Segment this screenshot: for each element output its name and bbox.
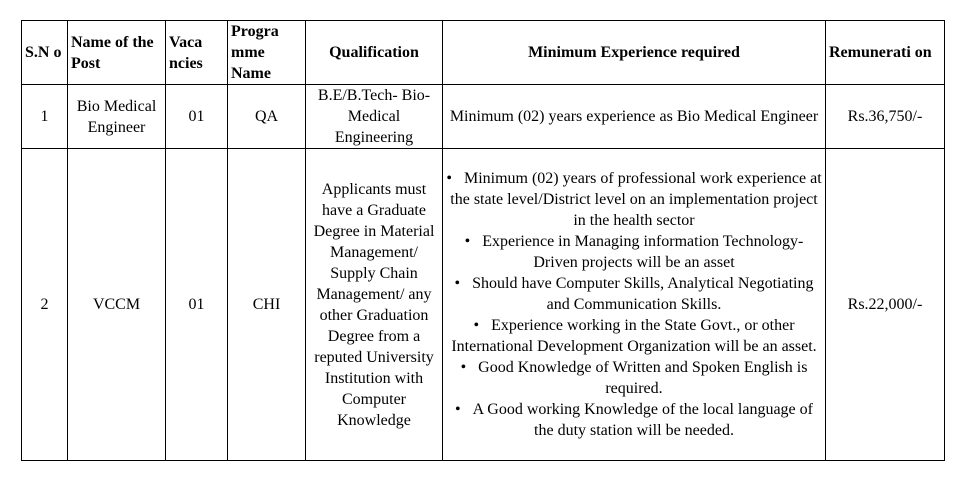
bullet-icon: • [464, 233, 471, 250]
experience-item: • Minimum (02) years of professional work experience at the state level/District level on an implementation project in the health sector [446, 170, 822, 229]
cell-post-name: VCCM [68, 149, 166, 461]
vacancy-table [21, 20, 945, 461]
cell-vacancies: 01 [166, 149, 228, 461]
experience-item: • Experience working in the State Govt., or other International Development Organization will be an asset. [451, 317, 817, 355]
header-post-name: Name of the Post [68, 21, 166, 85]
experience-item: • Experience in Managing information Technology- Driven projects will be an asset [464, 233, 804, 271]
experience-text: Minimum (02) years experience as Bio Medical Engineer [449, 108, 819, 125]
bullet-icon: • [460, 359, 467, 376]
bullet-icon: • [473, 317, 480, 334]
experience-item: • Good Knowledge of Written and Spoken English is required. [460, 359, 808, 397]
cell-programme: CHI [228, 149, 306, 461]
cell-experience [443, 85, 826, 149]
cell-sno: 2 [22, 149, 68, 461]
cell-programme: QA [228, 85, 306, 149]
cell-qualification: B.E/B.Tech- Bio- Medical Engineering [306, 85, 443, 149]
experience-item: • A Good working Knowledge of the local language of the duty station will be needed. [455, 401, 813, 439]
cell-post-name: Bio Medical Engineer [68, 85, 166, 149]
header-remuneration: Remunerati on [826, 21, 945, 85]
cell-qualification: Applicants must have a Graduate Degree in Material Management/ Supply Chain Management/ any other Graduation Degree from a reputed University Institution with Computer Knowledge [306, 149, 443, 461]
bullet-icon: • [454, 275, 461, 292]
bullet-icon: • [446, 170, 452, 187]
header-experience: Minimum Experience required [443, 21, 826, 85]
bullet-icon: • [455, 401, 461, 418]
cell-remuneration: Rs.22,000/- [826, 149, 945, 461]
table-row [22, 149, 945, 461]
header-sno: S.N o [22, 21, 68, 85]
cell-remuneration: Rs.36,750/- [826, 85, 945, 149]
table-row [22, 85, 945, 149]
header-programme-name: Progra mme Name [228, 21, 306, 85]
cell-vacancies: 01 [166, 85, 228, 149]
header-vacancies: Vaca ncies [166, 21, 228, 85]
experience-item: • Should have Computer Skills, Analytical Negotiating and Communication Skills. [454, 275, 814, 313]
header-qualification: Qualification [306, 21, 443, 85]
experience-list [446, 168, 822, 441]
cell-sno: 1 [22, 85, 68, 149]
cell-experience [443, 149, 826, 461]
table-header-row [22, 21, 945, 85]
